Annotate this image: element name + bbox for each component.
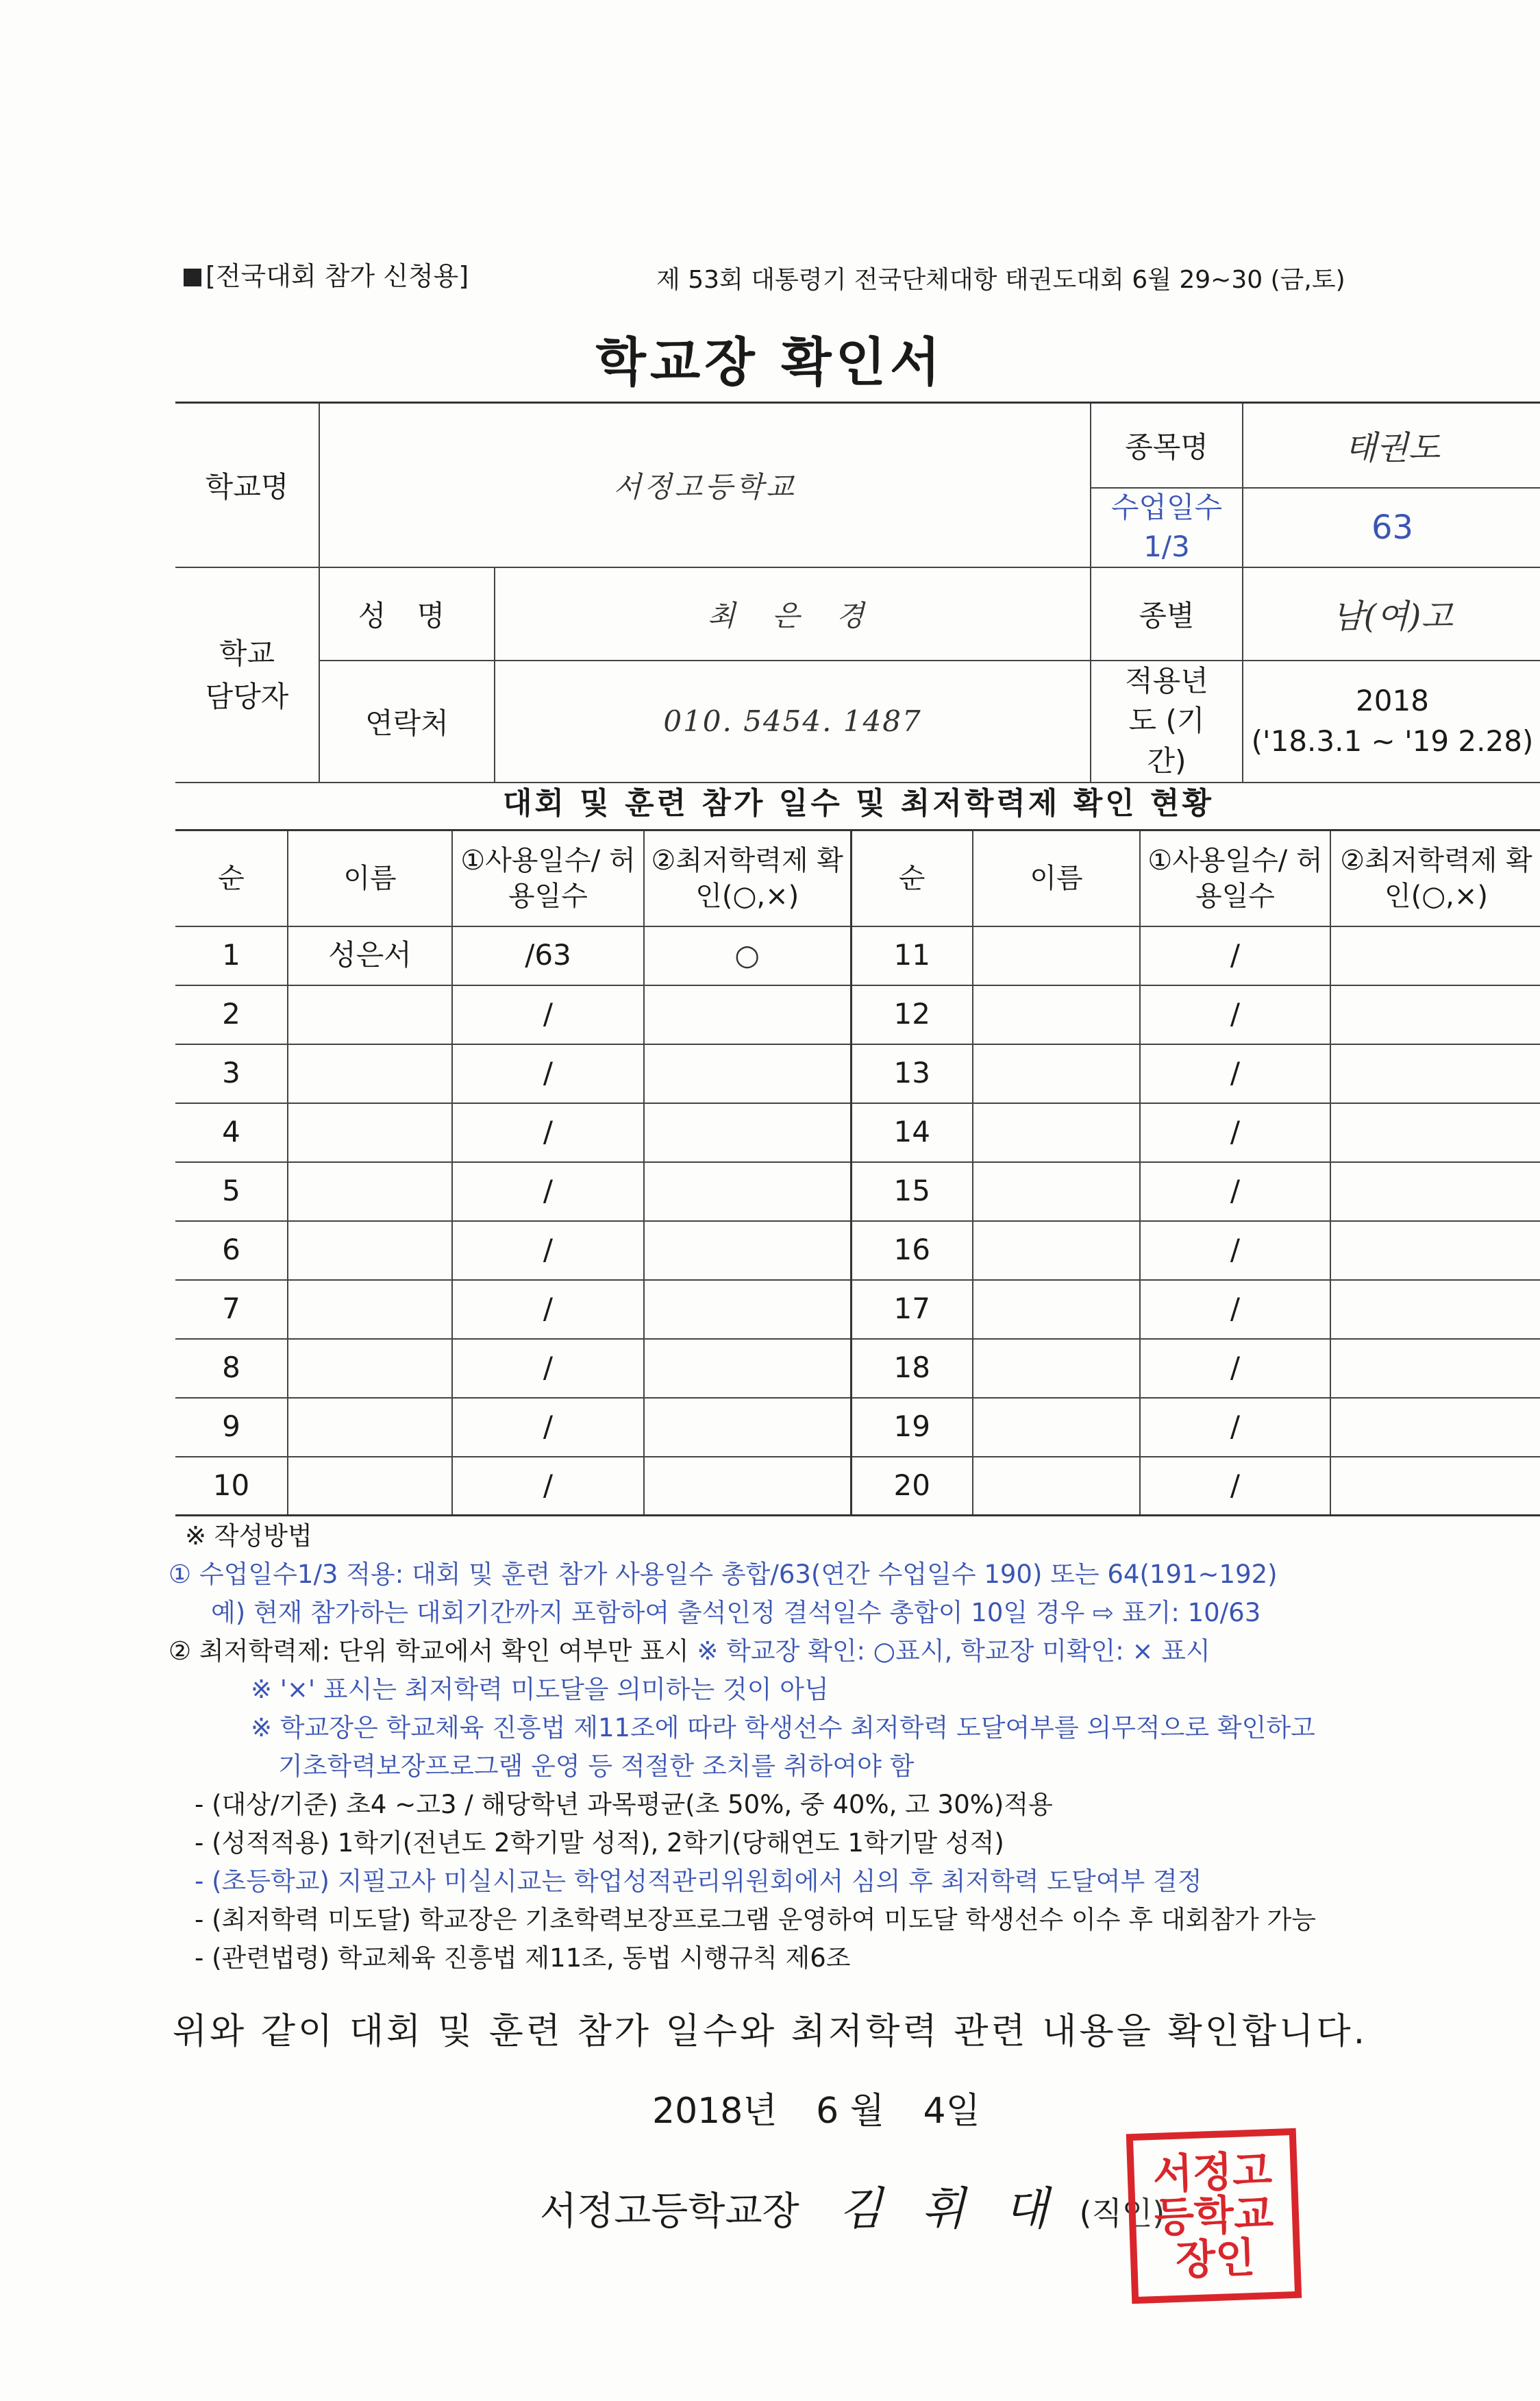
row-name	[973, 1221, 1140, 1280]
sport-label: 종목명	[1091, 403, 1243, 488]
table-row	[175, 1457, 1540, 1516]
sport-value: 태권도	[1243, 403, 1540, 488]
school-label: 학교명	[175, 403, 319, 567]
document-title: 학교장 확인서	[595, 332, 945, 393]
row-check: ○	[644, 926, 851, 985]
year-label: 적용년도 (기간)	[1091, 661, 1243, 783]
row-days: /	[1140, 1280, 1330, 1339]
table-header-row	[175, 830, 1540, 926]
row-num: 9	[175, 1398, 288, 1457]
gender-label: 종별	[1091, 567, 1243, 661]
principal-title: 서정고등학교장	[540, 2189, 799, 2234]
col-name-right: 이름	[973, 830, 1140, 926]
year-value: 2018	[1356, 683, 1429, 717]
row-num: 15	[851, 1162, 973, 1221]
row-num: 18	[851, 1339, 973, 1398]
row-days: /	[1140, 1339, 1330, 1398]
row-days: /	[452, 1221, 644, 1280]
row-name	[973, 926, 1140, 985]
note-4-line-2: 기초학력보장프로그램 운영 등 적절한 조치를 취하여야 함	[278, 1751, 915, 1781]
row-num: 11	[851, 926, 973, 985]
row-days: /63	[452, 926, 644, 985]
date-year: 2018년	[652, 2091, 778, 2132]
seal-label: (직인)	[1079, 2195, 1165, 2232]
row-name	[973, 1339, 1140, 1398]
row-name	[288, 1044, 452, 1103]
row-num: 13	[851, 1044, 973, 1103]
row-name	[288, 1339, 452, 1398]
row-check	[644, 1221, 851, 1280]
row-days: /	[1140, 1221, 1330, 1280]
row-name	[288, 1162, 452, 1221]
row-check	[1330, 1398, 1540, 1457]
row-check	[1330, 1103, 1540, 1162]
table-row	[175, 1221, 1540, 1280]
row-num: 14	[851, 1103, 973, 1162]
detail-4: - (최저학력 미도달) 학교장은 기초학력보장프로그램 운영하여 미도달 학생선수 이수 후 대회참가 가능	[195, 1905, 1317, 1934]
col-num-left: 순	[175, 830, 288, 926]
row-check	[644, 1103, 851, 1162]
row-name	[973, 985, 1140, 1044]
row-days: /	[1140, 1162, 1330, 1221]
table-row	[175, 1280, 1540, 1339]
row-num: 8	[175, 1339, 288, 1398]
year-cell	[1243, 661, 1540, 783]
participation-table	[175, 829, 1540, 1516]
row-days: /	[1140, 1398, 1330, 1457]
row-check	[644, 1162, 851, 1221]
seal-text: 서정고등학교장인	[1152, 2146, 1275, 2285]
row-days: /	[452, 1280, 644, 1339]
row-check	[1330, 1044, 1540, 1103]
row-name	[973, 1280, 1140, 1339]
contact-label: 학교 담당자	[175, 567, 319, 783]
note-2-prefix: ② 최저학력제: 단위 학교에서 확인 여부만 표시	[169, 1636, 689, 1666]
classdays-label: 수업일수 1/3	[1091, 488, 1243, 567]
row-check	[1330, 1162, 1540, 1221]
row-num: 6	[175, 1221, 288, 1280]
confirmation-text: 위와 같이 대회 및 훈련 참가 일수와 최저학력 관련 내용을 확인합니다.	[172, 2011, 1368, 2052]
principal-signature-line	[540, 2172, 1165, 2237]
phone-value: 010. 5454. 1487	[495, 661, 1091, 783]
row-name	[288, 1280, 452, 1339]
row-check	[644, 1280, 851, 1339]
row-num: 16	[851, 1221, 973, 1280]
row-name	[973, 1398, 1140, 1457]
row-days: /	[452, 1457, 644, 1516]
row-name	[973, 1457, 1140, 1516]
row-days: /	[452, 1339, 644, 1398]
row-check	[644, 1457, 851, 1516]
row-name	[288, 1103, 452, 1162]
row-check	[644, 1398, 851, 1457]
row-check	[1330, 1221, 1540, 1280]
row-num: 17	[851, 1280, 973, 1339]
row-check	[1330, 926, 1540, 985]
row-name	[973, 1162, 1140, 1221]
detail-2: - (성적적용) 1학기(전년도 2학기말 성적), 2학기(당해연도 1학기말 성적)	[195, 1828, 1004, 1858]
table-row	[175, 1162, 1540, 1221]
note-2-blue: ※ 학교장 확인: ○표시, 학교장 미확인: × 표시	[697, 1636, 1210, 1666]
row-days: /	[452, 1162, 644, 1221]
row-check	[644, 1044, 851, 1103]
row-check	[1330, 1280, 1540, 1339]
gender-value: 남(여)고	[1243, 567, 1540, 661]
row-check	[644, 1339, 851, 1398]
row-check	[1330, 1457, 1540, 1516]
row-num: 1	[175, 926, 288, 985]
row-days: /	[1140, 1103, 1330, 1162]
note-1-line-1: ① 수업일수1/3 적용: 대회 및 훈련 참가 사용일수 총합/63(연간 수업일수 190) 또는 64(191~192)	[169, 1560, 1278, 1589]
row-check	[1330, 1339, 1540, 1398]
name-label: 성 명	[319, 567, 495, 661]
section-title: 대회 및 훈련 참가 일수 및 최저학력제 확인 현황	[502, 786, 1215, 821]
row-name	[288, 1457, 452, 1516]
square-bullet-icon	[184, 269, 201, 286]
note-2	[169, 1632, 1532, 1671]
date-month: 6 월	[816, 2091, 884, 2132]
table-row	[175, 1044, 1540, 1103]
row-name	[973, 1044, 1140, 1103]
detail-5: - (관련법령) 학교체육 진흥법 제11조, 동법 시행규칙 제6조	[195, 1943, 851, 1973]
event-title: 제 53회 대통령기 전국단체대항 태권도대회 6월 29~30 (금,토)	[656, 266, 1345, 294]
notes-heading: ※ 작성방법	[185, 1521, 312, 1551]
row-name: 성은서	[288, 926, 452, 985]
row-days: /	[1140, 985, 1330, 1044]
row-num: 20	[851, 1457, 973, 1516]
row-check	[644, 985, 851, 1044]
table-row	[175, 985, 1540, 1044]
row-days: /	[452, 1044, 644, 1103]
col-check-right: ②최저학력제 확인(○,×)	[1330, 830, 1540, 926]
school-value: 서정고등학교	[319, 403, 1091, 567]
date-day: 4일	[923, 2091, 980, 2132]
table-row	[175, 1103, 1540, 1162]
row-num: 5	[175, 1162, 288, 1221]
note-1-line-2: 예) 현재 참가하는 대회기간까지 포함하여 출석인정 결석일수 총합이 10일 경우 ⇨ 표기: 10/63	[211, 1598, 1261, 1627]
row-days: /	[452, 1398, 644, 1457]
row-num: 12	[851, 985, 973, 1044]
col-days-right: ①사용일수/ 허용일수	[1140, 830, 1330, 926]
row-name	[288, 1221, 452, 1280]
official-seal-stamp	[1126, 2128, 1302, 2304]
table-row	[175, 1339, 1540, 1398]
row-check	[1330, 985, 1540, 1044]
instructions	[169, 1517, 1532, 1978]
detail-3: - (초등학교) 지필고사 미실시교는 학업성적관리위원회에서 심의 후 최저학력 도달여부 결정	[195, 1867, 1202, 1896]
detail-1: - (대상/기준) 초4 ~고3 / 해당학년 과목평균(초 50%, 중 40%, 고 30%)적용	[195, 1790, 1053, 1819]
row-num: 7	[175, 1280, 288, 1339]
row-num: 2	[175, 985, 288, 1044]
principal-signature: 김 휘 대	[839, 2182, 1060, 2235]
phone-label: 연락처	[319, 661, 495, 783]
row-num: 10	[175, 1457, 288, 1516]
note-3: ※ '×' 표시는 최저학력 미도달을 의미하는 것이 아님	[251, 1675, 829, 1704]
col-num-right: 순	[851, 830, 973, 926]
row-days: /	[1140, 1457, 1330, 1516]
row-name	[288, 985, 452, 1044]
row-num: 4	[175, 1103, 288, 1162]
row-name	[973, 1103, 1140, 1162]
form-category: [전국대회 참가 신청용]	[184, 255, 469, 293]
row-name	[288, 1398, 452, 1457]
info-table	[175, 402, 1540, 783]
row-num: 19	[851, 1398, 973, 1457]
classdays-value: 63	[1243, 488, 1540, 567]
col-days-left: ①사용일수/ 허용일수	[452, 830, 644, 926]
table-row	[175, 1398, 1540, 1457]
row-days: /	[452, 1103, 644, 1162]
name-value: 최 은 경	[495, 567, 1091, 661]
row-num: 3	[175, 1044, 288, 1103]
year-period: ('18.3.1 ~ '19 2.28)	[1251, 724, 1534, 758]
row-days: /	[1140, 926, 1330, 985]
note-4-line-1: ※ 학교장은 학교체육 진흥법 제11조에 따라 학생선수 최저학력 도달여부를 의무적으로 확인하고	[251, 1713, 1315, 1743]
row-days: /	[1140, 1044, 1330, 1103]
table-row	[175, 926, 1540, 985]
col-check-left: ②최저학력제 확인(○,×)	[644, 830, 851, 926]
col-name-left: 이름	[288, 830, 452, 926]
issue-date	[652, 2082, 1008, 2133]
row-days: /	[452, 985, 644, 1044]
